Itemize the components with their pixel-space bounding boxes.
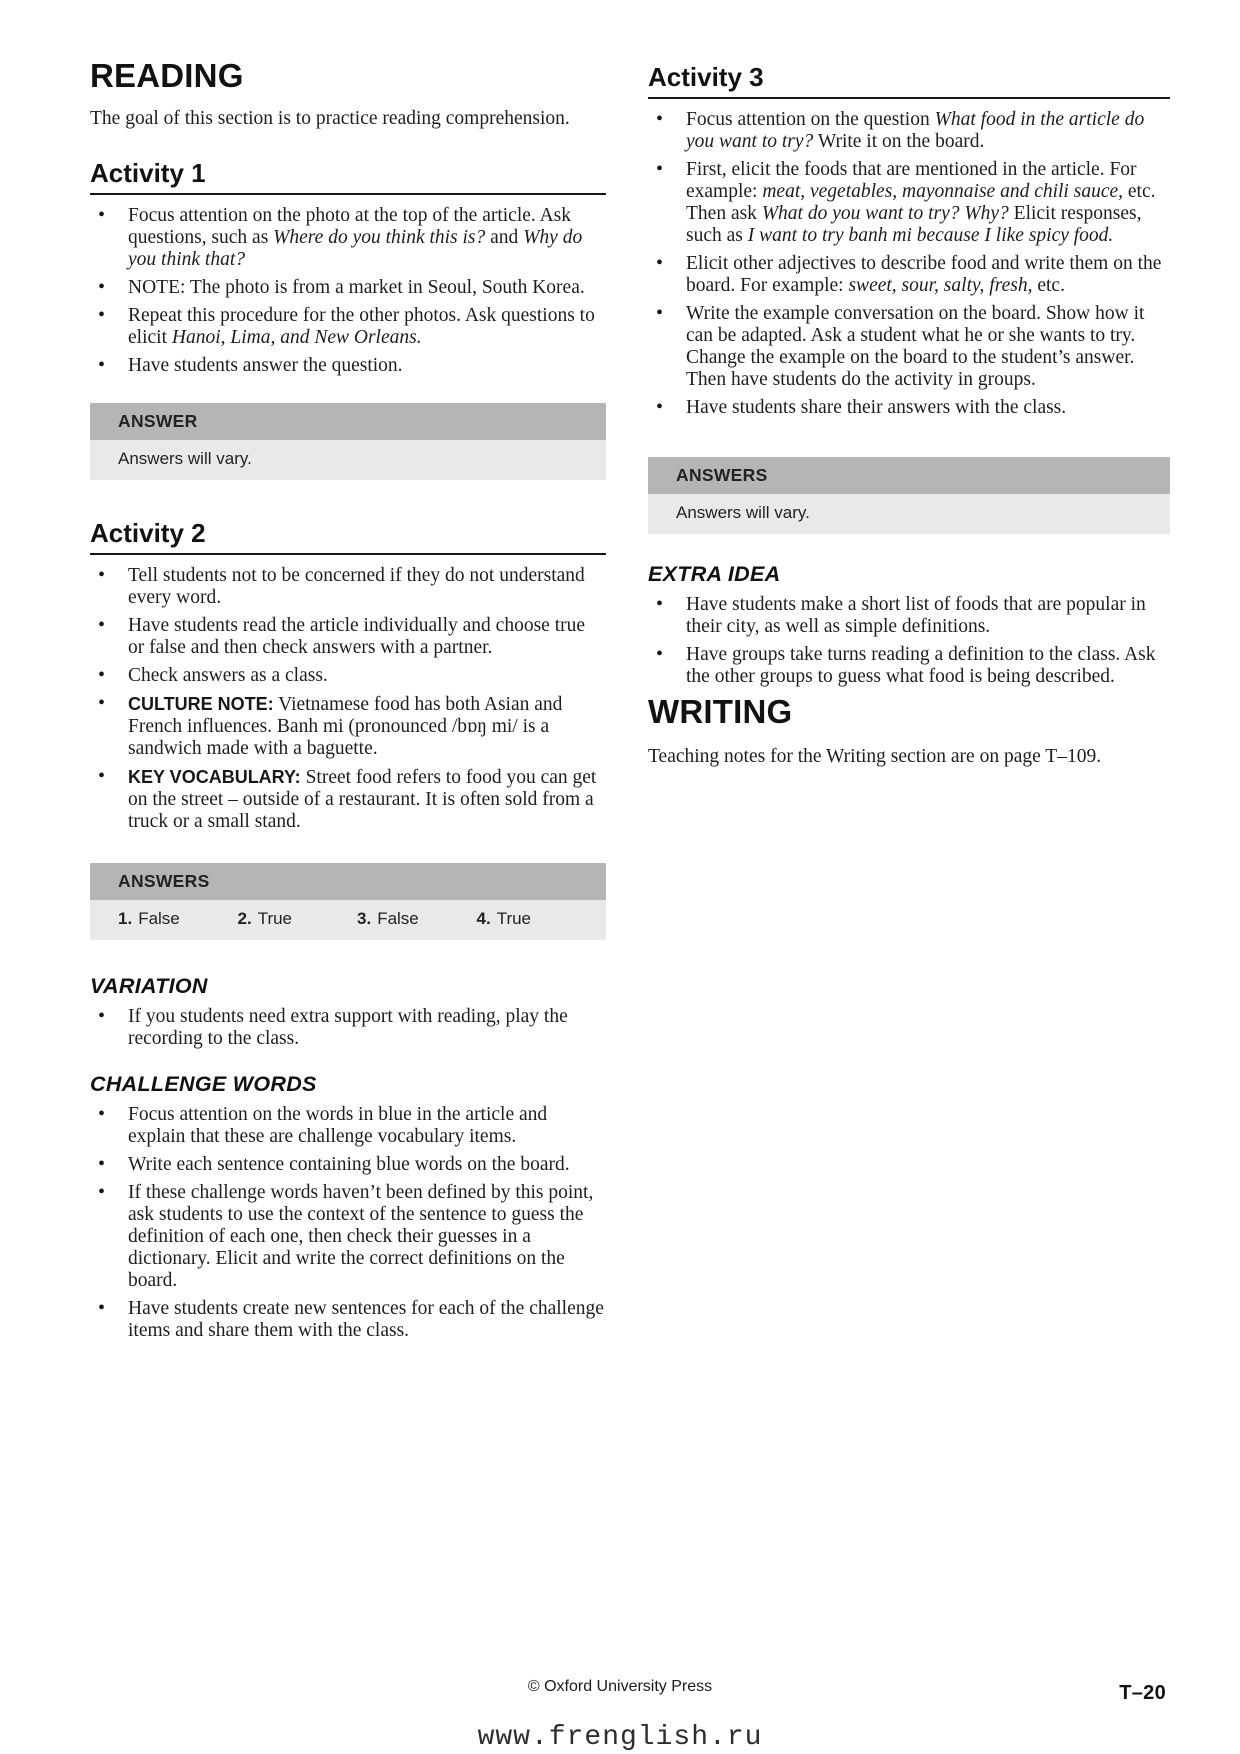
extra-idea-heading: EXTRA IDEA bbox=[648, 562, 781, 586]
answer-box-header: ANSWER bbox=[90, 403, 606, 440]
text-run: Have students make a short list of foods that are popular in their city, as well as simple definitions. bbox=[686, 594, 1146, 637]
text-run: Focus attention on the photo at the top of the article. Ask questions, such as bbox=[128, 205, 571, 248]
footer-page-number: T–20 bbox=[1119, 1682, 1166, 1704]
footer-watermark: www.frenglish.ru bbox=[477, 1722, 763, 1753]
text-run: If you students need extra support with reading, play the recording to the class. bbox=[128, 1006, 568, 1049]
activity3-heading: Activity 3 bbox=[648, 62, 1170, 99]
bullet-item bbox=[90, 766, 606, 833]
bullet-item bbox=[648, 594, 1170, 638]
text-run: and bbox=[485, 227, 524, 248]
answer-number: 2. bbox=[237, 909, 252, 928]
answer-cell bbox=[357, 909, 477, 929]
answer-value: True bbox=[257, 909, 293, 928]
answer-box-header: ANSWERS bbox=[648, 457, 1170, 494]
answer-box-header: ANSWERS bbox=[90, 863, 606, 900]
activity2-answers-box bbox=[90, 863, 606, 940]
text-run: Vietnamese food has both Asian and French influences. Banh mi (pronounced /bɒŋ mi/ is a sandwich made with a baguette. bbox=[128, 694, 563, 759]
answer-cell bbox=[118, 909, 238, 929]
answer-number: 3. bbox=[357, 909, 372, 928]
footer-copyright: © Oxford University Press bbox=[527, 1678, 713, 1695]
bullet-item bbox=[648, 397, 1170, 419]
text-run: sweet, sour, salty, fresh, bbox=[848, 275, 1033, 296]
bullet-item bbox=[90, 1154, 606, 1176]
bullet-item bbox=[648, 159, 1170, 247]
text-run: Write the example conversation on the board. Show how it can be adapted. Ask a student what he or she wants to try. Change the example on the board to the student’s answer. Then have students do the activity in groups. bbox=[686, 303, 1145, 390]
answer-value: True bbox=[496, 909, 532, 928]
answer-number: 4. bbox=[476, 909, 491, 928]
left-column bbox=[90, 58, 606, 1348]
answer-cell bbox=[238, 909, 358, 929]
text-run: Why do you think that? bbox=[128, 227, 583, 270]
activity2-heading: Activity 2 bbox=[90, 518, 606, 555]
bullet-item bbox=[90, 565, 606, 609]
text-run: Where do you think this is? bbox=[273, 227, 486, 248]
reading-intro-text: The goal of this section is to practice reading comprehension. bbox=[90, 108, 570, 129]
activity1-answer-box bbox=[90, 403, 606, 480]
activity1-bullet-list bbox=[90, 205, 606, 377]
activity2-bullet-list bbox=[90, 565, 606, 833]
text-run: Elicit other adjectives to describe food and write them on the board. For example: bbox=[686, 253, 1162, 296]
text-run: Focus attention on the question bbox=[686, 109, 935, 130]
answer-box-content: Answers will vary. bbox=[90, 440, 606, 480]
text-run: Have groups take turns reading a definition to the class. Ask the other groups to guess what food is being described. bbox=[686, 644, 1156, 687]
bullet-item bbox=[648, 644, 1170, 688]
text-run: Have students share their answers with the class. bbox=[686, 397, 1067, 418]
activity3-bullet-list bbox=[648, 109, 1170, 419]
bullet-item bbox=[90, 205, 606, 271]
text-run: First, elicit the foods that are mentioned in the article. For example: bbox=[686, 159, 1137, 202]
right-column bbox=[648, 58, 1170, 769]
bullet-item bbox=[90, 1104, 606, 1148]
bullet-item bbox=[90, 355, 606, 377]
text-run: etc. bbox=[1032, 275, 1065, 296]
text-run: Repeat this procedure for the other photos. Ask questions to elicit bbox=[128, 305, 595, 348]
variation-bullet-list bbox=[90, 1006, 606, 1050]
bullet-item bbox=[90, 615, 606, 659]
challenge-words-bullet-list bbox=[90, 1104, 606, 1342]
extra-idea-bullet-list bbox=[648, 594, 1170, 688]
activity1-heading: Activity 1 bbox=[90, 158, 606, 195]
text-run: What do you want to try? Why? bbox=[761, 203, 1009, 224]
variation-heading: VARIATION bbox=[90, 974, 208, 998]
bullet-item bbox=[90, 665, 606, 687]
text-run: Write each sentence containing blue words on the board. bbox=[128, 1154, 570, 1175]
answers-grid bbox=[90, 900, 606, 940]
text-run: If these challenge words haven’t been defined by this point, ask students to use the context of the sentence to guess the definition of each one, then check their guesses in a dictionary. Elicit and write the correct definitions on the board. bbox=[128, 1182, 594, 1291]
text-run: KEY VOCABULARY: bbox=[128, 767, 301, 787]
text-run: Street food refers to food you can get on the street – outside of a restaurant. It is often sold from a truck or a small stand. bbox=[128, 767, 597, 832]
text-run: What food in the article do you want to try? bbox=[686, 109, 1145, 152]
text-run: Check answers as a class. bbox=[128, 665, 328, 686]
bullet-item bbox=[648, 253, 1170, 297]
text-run: NOTE: The photo is from a market in Seoul, South Korea. bbox=[128, 277, 585, 298]
bullet-item bbox=[90, 693, 606, 760]
text-run: Focus attention on the words in blue in the article and explain that these are challenge vocabulary items. bbox=[128, 1104, 548, 1147]
writing-note-text: Teaching notes for the Writing section are on page T–109. bbox=[648, 746, 1102, 767]
answer-value: False bbox=[377, 909, 419, 928]
text-run: Write it on the board. bbox=[813, 131, 985, 152]
text-run: meat, vegetables, mayonnaise and chili sauce, bbox=[762, 181, 1123, 202]
bullet-item bbox=[90, 1298, 606, 1342]
text-run: CULTURE NOTE: bbox=[128, 694, 274, 714]
answer-number: 1. bbox=[118, 909, 133, 928]
text-run: Have students create new sentences for each of the challenge items and share them with the class. bbox=[128, 1298, 604, 1341]
text-run: etc. Then ask bbox=[686, 181, 1156, 224]
answer-box-content: Answers will vary. bbox=[648, 494, 1170, 534]
bullet-item bbox=[90, 1006, 606, 1050]
bullet-item bbox=[90, 1182, 606, 1292]
activity3-answers-box bbox=[648, 457, 1170, 534]
text-run: Elicit responses, such as bbox=[686, 203, 1142, 246]
bullet-item bbox=[648, 109, 1170, 153]
answer-cell bbox=[477, 909, 597, 929]
bullet-item bbox=[648, 303, 1170, 391]
bullet-item bbox=[90, 305, 606, 349]
text-run: Have students read the article individually and choose true or false and then check answers with a partner. bbox=[128, 615, 586, 658]
bullet-item bbox=[90, 277, 606, 299]
answer-value: False bbox=[138, 909, 180, 928]
text-run: I want to try banh mi because I like spicy food. bbox=[747, 225, 1114, 246]
text-run: Tell students not to be concerned if they do not understand every word. bbox=[128, 565, 585, 608]
text-run: Have students answer the question. bbox=[128, 355, 403, 376]
text-run: Hanoi, Lima, and New Orleans. bbox=[171, 327, 422, 348]
reading-section-title: READING bbox=[90, 57, 244, 94]
challenge-words-heading: CHALLENGE WORDS bbox=[90, 1072, 317, 1096]
writing-section-title: WRITING bbox=[648, 693, 793, 730]
